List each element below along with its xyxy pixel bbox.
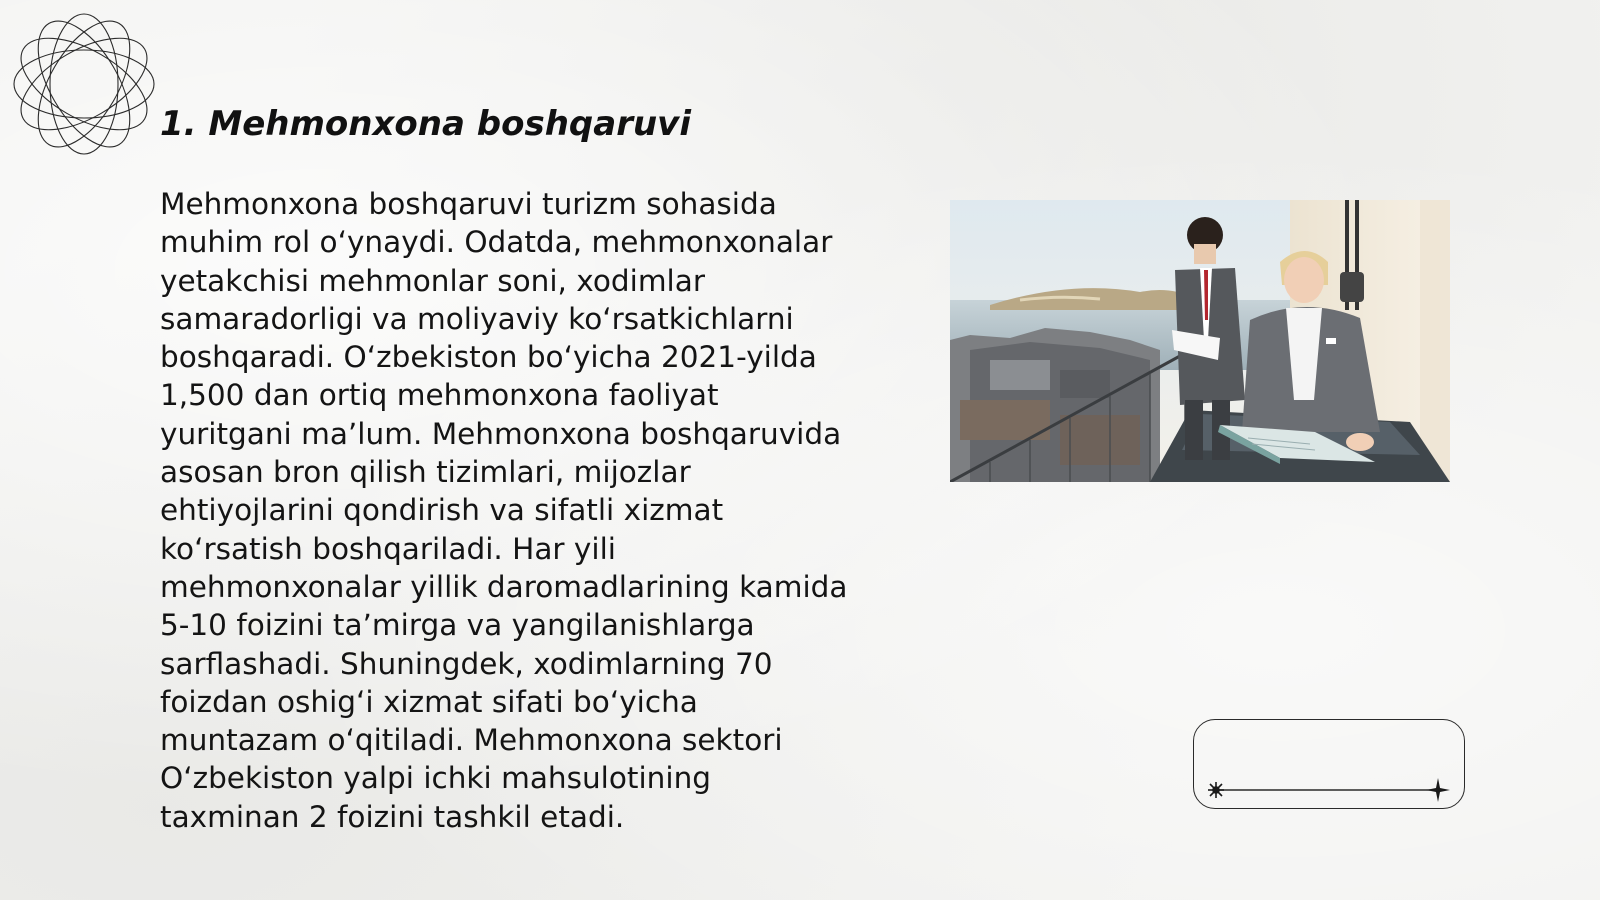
slide-title: 1. Mehmonxona boshqaruvi — [160, 104, 691, 144]
slide-body-text: Mehmonxona boshqaruvi turizm sohasida muhim rol o‘ynaydi. Odatda, mehmonxonalar yetakchisi mehmonlar soni, xodimlar samaradorligi va moliyaviy ko‘rsatkichlarni boshqaradi. O‘zbekiston bo‘yicha 2021-yilda 1,500 dan ortiq mehmonxona faoliyat yuritgani ma’lum. Mehmonxona boshqaruvida asosan bron qilish tizimlari, mijozlar ehtiyojlarini qondirish va sifatli xizmat ko‘rsatish boshqariladi. Har yili mehmonxonalar yillik daromadlarining kamida 5-10 foizini ta’mirga va yangilanishlarga sarflashadi. Shuningdek, xodimlarning 70 foizdan oshig‘i xizmat sifati bo‘yicha muntazam o‘qitiladi. Mehmonxona sektori O‘zbekiston yalpi ichki mahsulotining taxminan 2 foizini tashkil etadi. — [160, 187, 848, 834]
decorative-divider — [1200, 776, 1450, 804]
four-point-star-icon — [1426, 778, 1450, 802]
sparkle-icon — [1208, 782, 1224, 798]
orbit-rings-ornament-icon — [10, 10, 158, 158]
hotel-staff-on-balcony-photo — [950, 200, 1450, 482]
